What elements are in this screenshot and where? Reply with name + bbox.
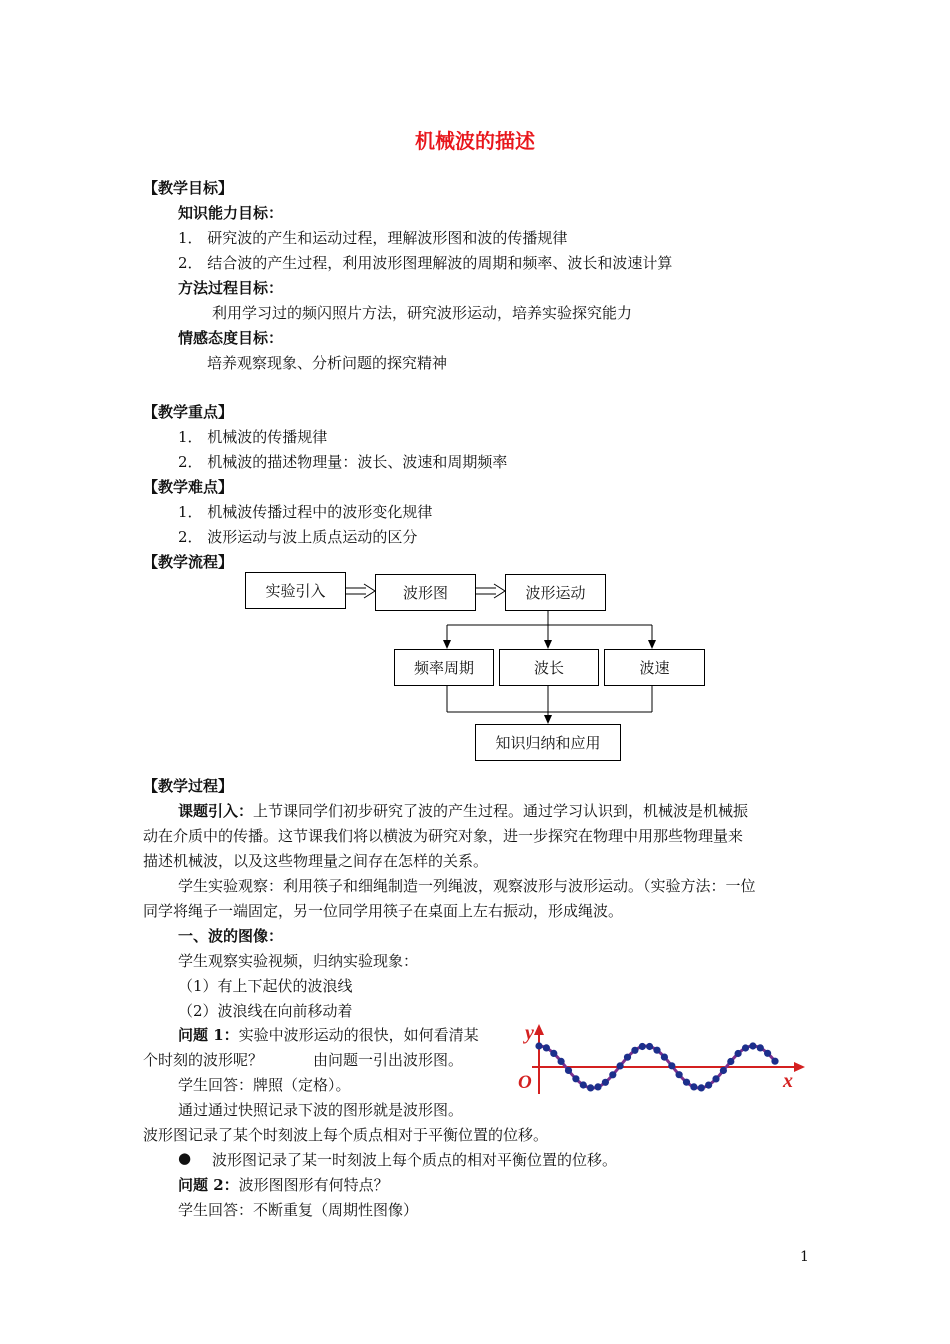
- wave-particle: [749, 1042, 756, 1049]
- wave-particle: [690, 1083, 697, 1090]
- bullet-symbol: ●: [178, 1149, 192, 1167]
- keypoint-item-1: 1． 机械波的传播规律: [178, 428, 328, 446]
- question2-line: [178, 1174, 389, 1195]
- wave-particle: [771, 1058, 778, 1065]
- x-axis-label: x: [783, 1070, 793, 1092]
- observation-item-2: （2）波浪线在向前移动着: [178, 1002, 353, 1020]
- question1-line-1: [178, 1024, 479, 1045]
- flow-box-intro: 实验引入: [245, 572, 346, 609]
- wave-particle: [698, 1084, 705, 1091]
- bullet-text: 波形图记录了某一时刻波上每个质点的相对平衡位置的位移。: [212, 1151, 618, 1169]
- difficulties-heading: 【教学难点】: [143, 478, 234, 496]
- flow-box-waveform: 波形图: [375, 574, 476, 611]
- section1-heading: 一、波的图像：: [178, 927, 284, 945]
- wave-particle: [705, 1082, 712, 1089]
- wave-curve: [539, 1046, 775, 1088]
- wave-particle: [639, 1043, 646, 1050]
- intro-text-1: 上节课同学们初步研究了波的产生过程。通过学习认识到，机械波是机械振: [253, 802, 749, 820]
- wave-particle: [543, 1044, 550, 1051]
- wave-particle: [668, 1062, 675, 1069]
- merge-arrowhead: [544, 715, 552, 724]
- keypoints-heading: 【教学重点】: [143, 403, 234, 421]
- wave-particle: [735, 1050, 742, 1057]
- y-axis-label: y: [525, 1022, 534, 1044]
- difficulty-item-1: 1． 机械波传播过程中的波形变化规律: [178, 503, 433, 521]
- wave-particle: [565, 1067, 572, 1074]
- knowledge-item-1: 1． 研究波的产生和运动过程，理解波形图和波的传播规律: [178, 229, 568, 247]
- wave-particle: [609, 1071, 616, 1078]
- wave-particle: [594, 1083, 601, 1090]
- double-arrow-1: [346, 584, 375, 598]
- y-axis-arrowhead: [534, 1024, 544, 1035]
- question1-line-2: 个时刻的波形呢？: [143, 1051, 264, 1069]
- emotion-text: 培养观察现象、分析问题的探究精神: [207, 354, 448, 372]
- question1-line-2b: 由问题一引出波形图。: [313, 1051, 464, 1069]
- wave-particle: [653, 1047, 660, 1054]
- wave-particle: [764, 1050, 771, 1057]
- flow-box-wave-speed: 波速: [604, 649, 705, 686]
- flow-box-summary: 知识归纳和应用: [475, 724, 621, 761]
- emotion-heading: 情感态度目标：: [178, 329, 284, 347]
- process-heading: 【教学过程】: [143, 777, 234, 795]
- page-title: 机械波的描述: [415, 129, 535, 153]
- wave-particle: [624, 1054, 631, 1061]
- question2-text: 波形图图形有何特点？: [238, 1176, 389, 1194]
- split-lines: [447, 610, 652, 641]
- wave-particle: [720, 1067, 727, 1074]
- wave-particle: [572, 1075, 579, 1082]
- question1-text: 实验中波形运动的很快，如何看清某: [238, 1026, 479, 1044]
- wave-particle: [535, 1042, 542, 1049]
- snapshot-line: 通过通过快照记录下波的图形就是波形图。: [178, 1101, 464, 1119]
- wave-particle: [587, 1084, 594, 1091]
- intro-line-3: 描述机械波，以及这些物理量之间存在怎样的关系。: [143, 852, 489, 870]
- wave-particle: [683, 1079, 690, 1086]
- wave-particle: [676, 1071, 683, 1078]
- wave-particle: [602, 1079, 609, 1086]
- knowledge-item-2: 2． 结合波的产生过程，利用波形图理解波的周期和频率、波长和波速计算: [178, 254, 673, 272]
- merge-lines: [447, 686, 652, 716]
- answer2: 学生回答：不断重复（周期性图像）: [178, 1201, 419, 1219]
- double-arrow-2: [476, 584, 505, 598]
- method-heading: 方法过程目标：: [178, 279, 284, 297]
- wave-particle: [558, 1058, 565, 1065]
- question1-label: 问题 1：: [178, 1026, 239, 1044]
- wave-particle: [712, 1075, 719, 1082]
- wave-particle: [580, 1081, 587, 1088]
- wave-particle: [631, 1047, 638, 1054]
- intro-line-1: [178, 800, 748, 821]
- difficulty-item-2: 2． 波形运动与波上质点运动的区分: [178, 528, 418, 546]
- intro-line-2: 动在介质中的传播。这节课我们将以横波为研究对象，进一步探究在物理中用那些物理量来: [143, 827, 744, 845]
- question2-label: 问题 2：: [178, 1176, 239, 1194]
- record-line: 波形图记录了某个时刻波上每个质点相对于平衡位置的位移。: [143, 1126, 549, 1144]
- method-text: 利用学习过的频闪照片方法，研究波形运动，培养实验探究能力: [212, 304, 633, 322]
- flow-box-frequency-period: 频率周期: [394, 649, 494, 686]
- flow-box-wave-motion: 波形运动: [505, 574, 606, 611]
- flow-box-wavelength: 波长: [499, 649, 599, 686]
- split-arrowheads: [443, 640, 656, 649]
- keypoint-item-2: 2． 机械波的描述物理量：波长、波速和周期频率: [178, 453, 508, 471]
- x-axis-arrowhead: [794, 1062, 805, 1072]
- wave-particle: [757, 1044, 764, 1051]
- wave-particle: [661, 1054, 668, 1061]
- objectives-heading: 【教学目标】: [143, 179, 234, 197]
- wave-particle: [646, 1043, 653, 1050]
- intro-label: 课题引入：: [178, 802, 254, 820]
- wave-particles: [535, 1042, 778, 1091]
- wave-particle: [617, 1062, 624, 1069]
- observation-item-1: （1）有上下起伏的波浪线: [178, 977, 353, 995]
- wave-particle: [550, 1050, 557, 1057]
- experiment-line-1: 学生实验观察：利用筷子和细绳制造一列绳波，观察波形与波形运动。（实验方法：一位: [178, 877, 756, 895]
- page-number: 1: [800, 1249, 809, 1265]
- answer1: 学生回答：牌照（定格）。: [178, 1076, 351, 1094]
- wave-particle: [727, 1058, 734, 1065]
- experiment-line-2: 同学将绳子一端固定，另一位同学用筷子在桌面上左右振动，形成绳波。: [143, 902, 624, 920]
- knowledge-heading: 知识能力目标：: [178, 204, 284, 222]
- origin-label: O: [518, 1072, 532, 1093]
- observation-intro: 学生观察实验视频，归纳实验现象：: [178, 952, 419, 970]
- wave-particle: [742, 1044, 749, 1051]
- flow-heading: 【教学流程】: [143, 553, 234, 571]
